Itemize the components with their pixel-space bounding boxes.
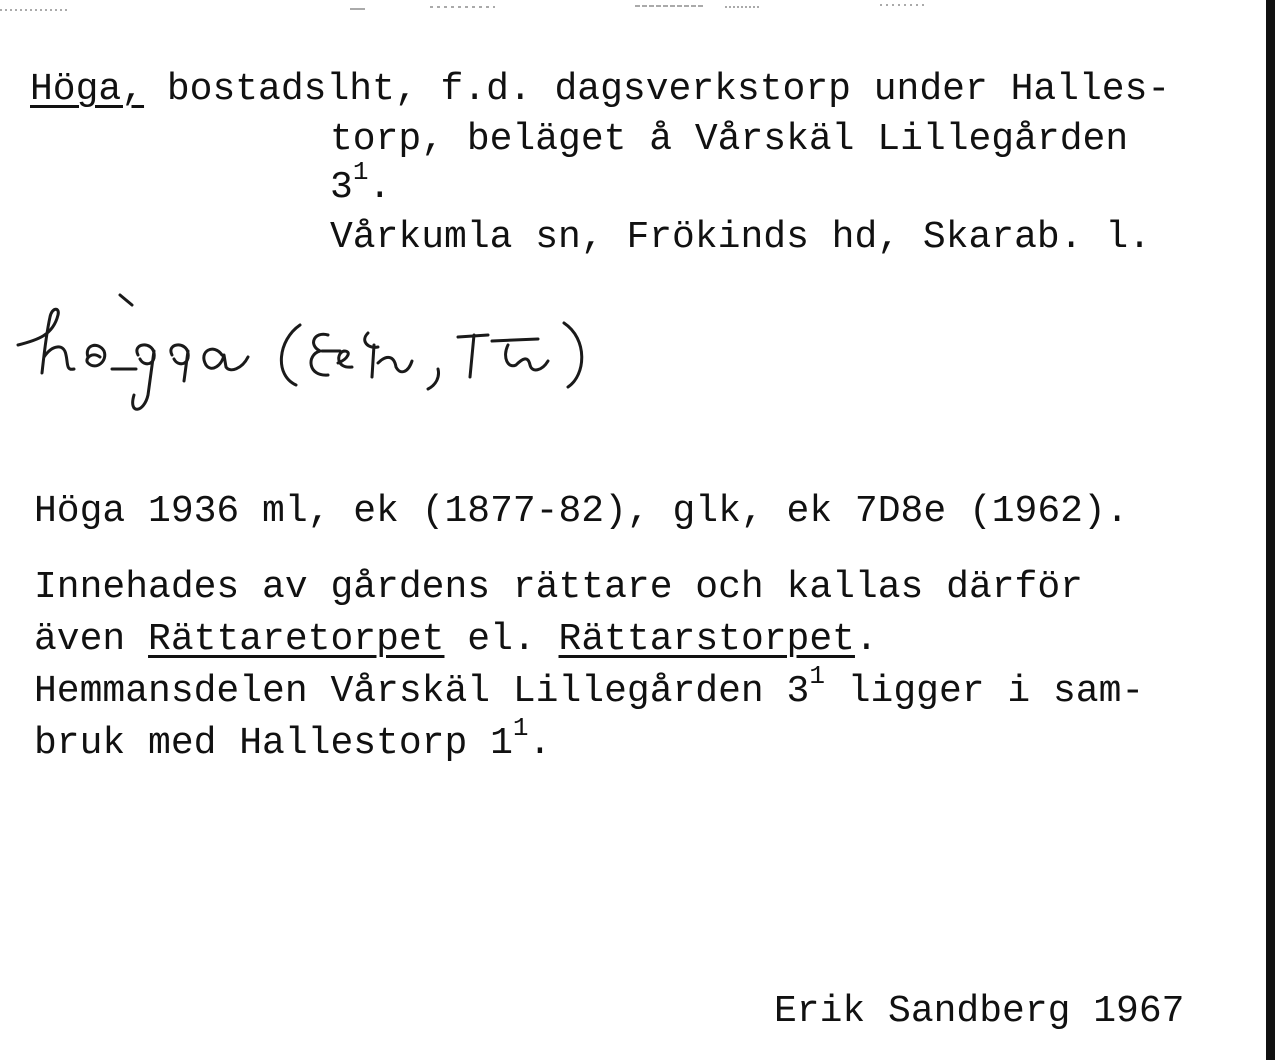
handwritten-pronunciation	[8, 285, 608, 425]
place-name: Höga,	[30, 68, 145, 111]
paragraph-text: Innehades av gårdens rättare och kallas därför	[34, 566, 1083, 609]
property-number: 3	[330, 166, 353, 209]
punctuation: .	[368, 166, 392, 209]
punctuation: .	[854, 618, 878, 661]
scan-artifacts	[0, 0, 1281, 14]
place-description-cont: torp, beläget å Vårskäl Lillegården	[330, 118, 1129, 161]
paragraph-text: även	[34, 618, 149, 661]
paragraph-text: bruk med Hallestorp 1	[34, 722, 513, 765]
paragraph-line-4	[34, 713, 552, 766]
punctuation: .	[528, 722, 552, 765]
entry-header-line-3	[330, 157, 392, 210]
author-signature: Erik Sandberg 1967	[774, 990, 1185, 1033]
entry-header-line-1	[30, 68, 1170, 112]
sources-line	[34, 490, 1129, 534]
location-line	[330, 216, 1151, 260]
alternate-name-2: Rättarstorpet	[558, 618, 855, 661]
property-sub-number: 1	[809, 661, 825, 692]
paragraph-line-1	[34, 566, 1083, 610]
paragraph-text: Hemmansdelen Vårskäl Lillegården 3	[34, 670, 810, 713]
sources-text: Höga 1936 ml, ek (1877-82), glk, ek 7D8e (1962).	[34, 490, 1129, 533]
location-text: Vårkumla sn, Frökinds hd, Skarab. l.	[330, 216, 1151, 259]
paragraph-text: el.	[444, 618, 559, 661]
paragraph-line-3	[34, 661, 1145, 714]
property-sub-number: 1	[512, 713, 529, 744]
alternate-name-1: Rättaretorpet	[148, 618, 445, 661]
entry-header-line-2	[330, 118, 1128, 162]
property-sub-number: 1	[352, 157, 369, 188]
place-description: bostadslht, f.d. dagsverkstorp under Halles-	[144, 68, 1171, 111]
card-edge-shadow	[1266, 0, 1275, 1060]
paragraph-line-2	[34, 618, 878, 662]
paragraph-text: ligger i sam-	[824, 670, 1145, 713]
